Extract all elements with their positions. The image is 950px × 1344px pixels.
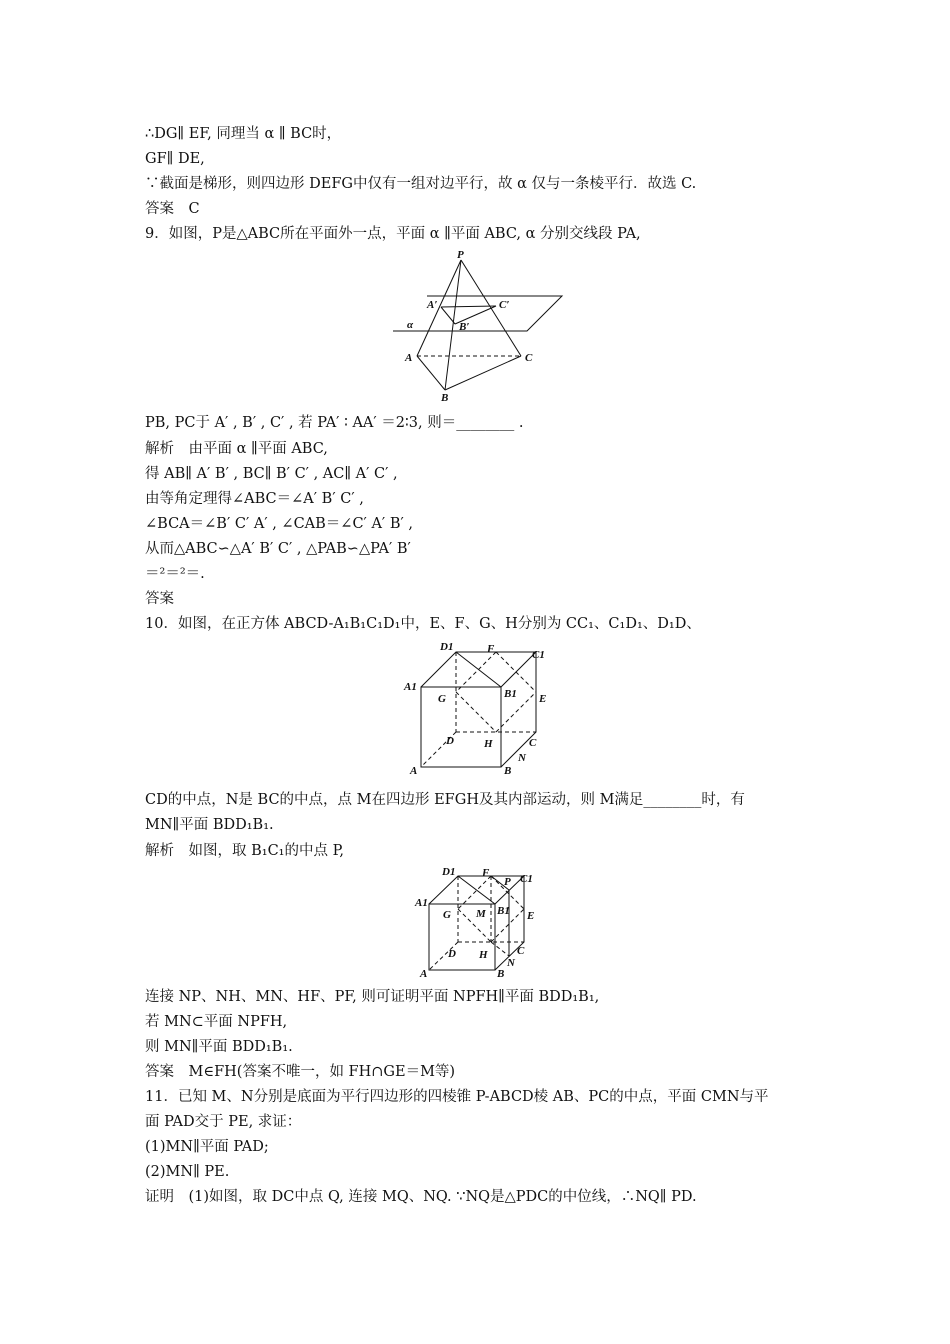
label-N: N [518, 752, 526, 764]
plane-alpha-outline [393, 296, 562, 331]
label-D1: D1 [440, 641, 454, 653]
label-C: C [529, 737, 537, 749]
proof-line: 证明 (1)如图，取 DC中点 Q, 连接 MQ、NQ. ∵NQ是△PDC的中位线，∴NQ∥ PD. [145, 1189, 697, 1205]
solution-line: 连接 NP、NH、MN、HF、PF, 则可证明平面 NPFH∥平面 BDD₁B₁, [145, 989, 600, 1005]
solution-line: 若 MN⊂平面 NPFH, [145, 1014, 288, 1030]
text-line: GF∥ DE, [145, 151, 205, 167]
label-A: A [410, 765, 418, 777]
label-H: H [479, 949, 488, 961]
problem-9-question: PB, PC于 A′ , B′ , C′ , 若 PA′ ∶ AA′ ＝2∶3, 则＝________ . [145, 415, 524, 431]
label-E: E [539, 693, 547, 705]
label-D1: D1 [442, 866, 456, 878]
label-B: B [441, 392, 449, 404]
solution-line: 解析 由平面 α ∥平面 ABC, [145, 441, 328, 457]
label-B1: B1 [504, 688, 517, 700]
answer-line: 答案 [145, 591, 174, 607]
cube-figure-2 [412, 866, 547, 981]
label-A: A [405, 352, 413, 364]
label-N: N [507, 957, 515, 969]
answer-line: 答案 C [145, 201, 200, 217]
problem-10-statement: CD的中点，N是 BC的中点，点 M在四边形 EFGH及其内部运动，则 M满足________时，有 [145, 792, 745, 808]
problem-11-part: (1)MN∥平面 PAD; [145, 1139, 269, 1155]
label-C: C [517, 945, 525, 957]
text-line: ∵截面是梯形，则四边形 DEFG中仅有一组对边平行，故 α 仅与一条棱平行．故选 C. [145, 176, 697, 192]
label-alpha: α [407, 319, 414, 331]
solution-line: 解析 如图，取 B₁C₁的中点 P, [145, 843, 345, 859]
solution-line: 则 MN∥平面 BDD₁B₁. [145, 1039, 293, 1055]
label-E: E [527, 910, 535, 922]
solution-line: ∠BCA＝∠B′ C′ A′ , ∠CAB＝∠C′ A′ B′ , [145, 516, 413, 532]
label-H: H [484, 738, 493, 750]
pyramid-figure [385, 248, 575, 408]
label-B: B [504, 765, 512, 777]
label-D: D [448, 948, 456, 960]
label-F: F [487, 643, 495, 655]
problem-10-statement: MN∥平面 BDD₁B₁. [145, 817, 274, 833]
label-P: P [457, 249, 464, 261]
label-P: P [504, 876, 511, 888]
solution-line: ＝²＝²＝. [145, 566, 205, 582]
label-C1: C1 [520, 873, 533, 885]
label-A: A [420, 968, 428, 980]
solution-line: 从而△ABC∽△A′ B′ C′ , △PAB∽△PA′ B′ [145, 541, 411, 557]
label-A1: A1 [404, 681, 417, 693]
text-line: ∴DG∥ EF, 同理当 α ∥ BC时， [145, 126, 342, 142]
solution-line: 由等角定理得∠ABC＝∠A′ B′ C′ , [145, 491, 364, 507]
label-C-prime: C′ [499, 299, 510, 311]
problem-10-statement: 10．如图，在正方体 ABCD-A₁B₁C₁D₁中，E、F、G、H分别为 CC₁、C₁D₁、D₁D、 [145, 616, 701, 632]
label-D: D [446, 735, 454, 747]
solution-line: 得 AB∥ A′ B′ , BC∥ B′ C′ , AC∥ A′ C′ , [145, 466, 398, 482]
label-B-prime: B′ [459, 321, 470, 333]
label-A-prime: A′ [427, 299, 438, 311]
label-C: C [525, 352, 533, 364]
label-M: M [476, 908, 486, 920]
label-C1: C1 [532, 649, 545, 661]
problem-11-statement: 面 PAD交于 PE, 求证： [145, 1114, 302, 1130]
label-G: G [438, 693, 446, 705]
cube-figure [400, 640, 560, 780]
problem-11-statement: 11．已知 M、N分别是底面为平行四边形的四棱锥 P-ABCD棱 AB、PC的中点，平面 CMN与平 [145, 1089, 769, 1105]
problem-9-statement: 9．如图，P是△ABC所在平面外一点，平面 α ∥平面 ABC, α 分别交线段 PA, [145, 226, 641, 242]
label-G: G [443, 909, 451, 921]
label-A1: A1 [415, 897, 428, 909]
label-B: B [497, 968, 505, 980]
label-F: F [482, 867, 490, 879]
answer-line: 答案 M∈FH(答案不唯一，如 FH∩GE＝M等) [145, 1064, 456, 1080]
label-B1: B1 [497, 905, 510, 917]
problem-11-part: (2)MN∥ PE. [145, 1164, 230, 1180]
